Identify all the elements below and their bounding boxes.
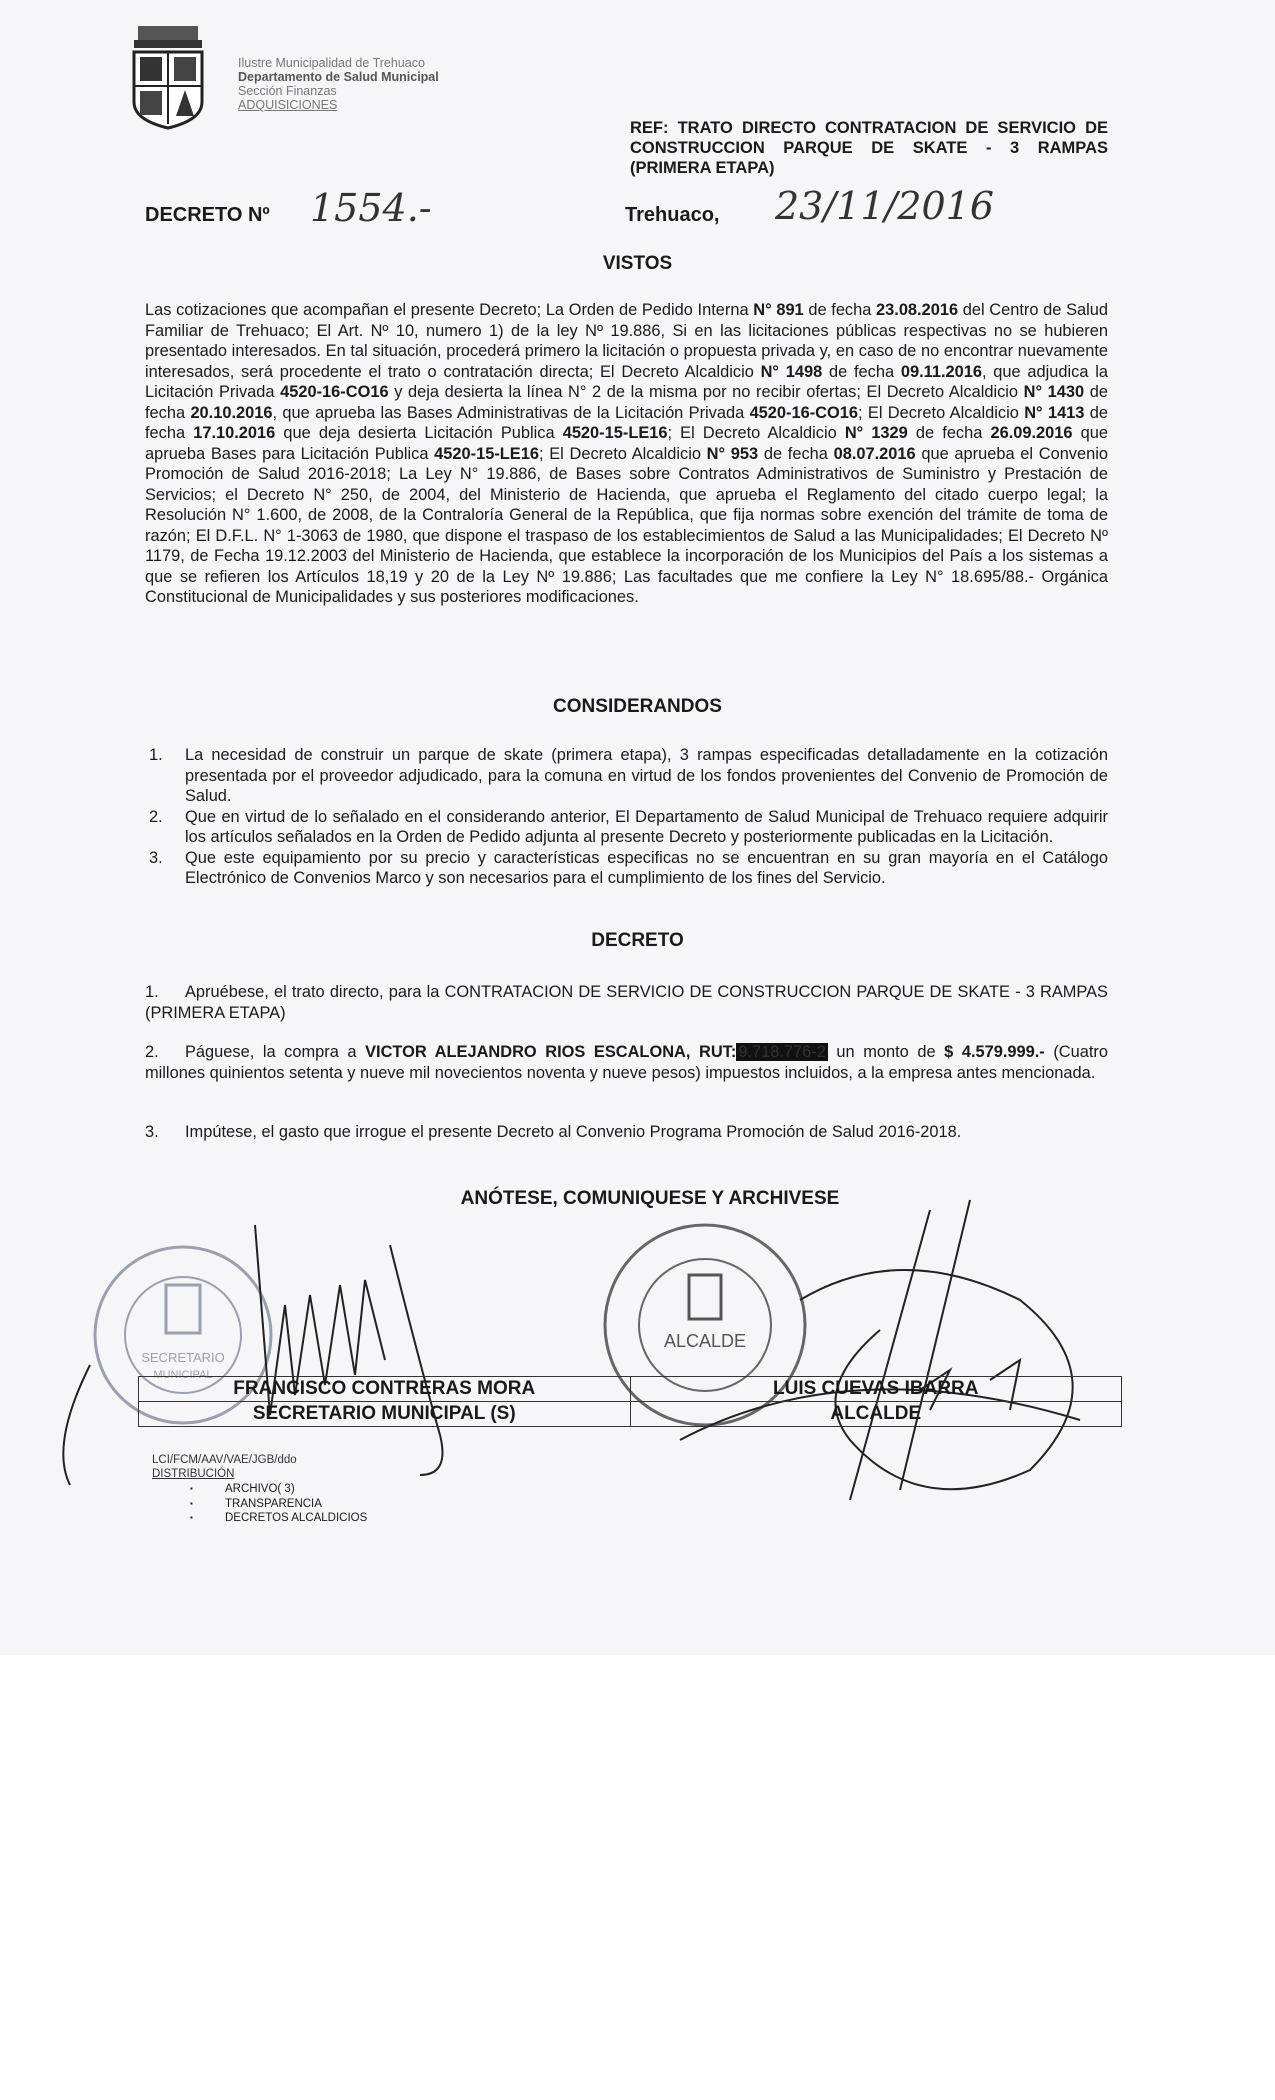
paragraph-text: que aprueba el Convenio Promoción de Salud 2016-2018; La Ley N° 19.886, de Bases sobre Contratos Administrativos de Suministro y Prestación de Servicios; el Decreto N° 250, de 2004, del Ministerio de Hacienda, que aprueba el Reglamento del citado cuerpo legal; la Resolución N° 1.600, de 2008, de la Contraloría General de la República, que fija normas sobre exención del trámite de toma de razón; xyxy=(145,444,1108,545)
reference-bold: 20.10.2016 xyxy=(190,403,273,422)
unit-name: ADQUISICIONES xyxy=(238,98,338,112)
reference-bold: 09.11.2016 xyxy=(900,362,982,381)
considerando-item xyxy=(145,745,1108,807)
paragraph-text: El D.F.L. N° 1-3063 de 1980, que dispone el traspaso de los establecimientos de Salud a las Municipalidades; El Decreto Nº 1179, de Fecha 19.12.2003 del Ministerio de Hacienda, que establece la incorporación de los Municipios del País a los sistemas a que se refieren los Artículos 18,19 y 20 de la Ley Nº 19.886; Las facultades que me confiere la Ley N° 18.695/88.- Orgánica Constitucional de Municipalidades y sus posteriores modificaciones. xyxy=(145,526,1108,606)
secretary-title: SECRETARIO MUNICIPAL (S) xyxy=(139,1402,631,1427)
reference-bold: 23.08.2016 xyxy=(876,301,959,319)
considerandos-list xyxy=(145,745,1108,889)
paragraph-text: de fecha xyxy=(803,301,877,319)
reference-bold: 08.07.2016 xyxy=(833,444,916,463)
item-text: La necesidad de construir un parque de skate (primera etapa), 3 rampas especificadas detalladamente en la cotización presentada por el proveedor adjudicado, para la comuna en virtud de los fondos provenientes del Convenio de Promoción de Salud. xyxy=(185,746,1108,805)
distribution-item: ▪ DECRETOS ALCALDICIOS xyxy=(190,1511,367,1526)
mayor-name: LUIS CUEVAS IBARRA xyxy=(630,1377,1122,1402)
supplier-name: VICTOR ALEJANDRO RIOS ESCALONA, RUT: xyxy=(365,1043,737,1061)
distribution-label: DISTRIBUCIÓN xyxy=(152,1468,235,1480)
reference-bold: N° 1329 xyxy=(844,424,908,442)
paragraph-text: ; El Decreto Alcaldicio xyxy=(667,424,845,442)
svg-text:ALCALDE: ALCALDE xyxy=(663,1331,747,1351)
item-number: 1. xyxy=(145,983,159,1001)
mayor-signature xyxy=(700,1180,1100,1510)
item-text: Impútese, el gasto que irrogue el presente Decreto al Convenio Programa Promoción de Salud 2016-2018. xyxy=(185,1123,962,1141)
item-number: 2. xyxy=(149,807,163,826)
paragraph-text: de fecha xyxy=(907,424,991,442)
item-text: un monto de xyxy=(827,1043,945,1061)
svg-text:SECRETARIO: SECRETARIO xyxy=(141,1350,225,1365)
paragraph-text: ; El Decreto Alcaldicio xyxy=(538,444,707,463)
item-number: 3. xyxy=(145,1123,159,1141)
municipal-coat-of-arms-logo xyxy=(130,24,206,130)
paragraph-text: y deja desierta la línea N° 2 de la misma por no recibir ofertas; El Decreto Alcaldicio xyxy=(388,383,1024,401)
decreto-heading: DECRETO xyxy=(591,930,684,951)
paragraph-text: Las cotizaciones que acompañan el presente Decreto; La Orden de Pedido Interna xyxy=(145,301,754,319)
reference-bold: 26.09.2016 xyxy=(990,424,1073,442)
paragraph-text: , que aprueba las Bases Administrativas de la Licitación Privada xyxy=(272,403,750,422)
vistos-heading: VISTOS xyxy=(602,253,673,274)
amount: $ 4.579.999.- xyxy=(944,1043,1045,1061)
item-number: 2. xyxy=(145,1043,159,1061)
initials: LCI/FCM/AAV/VAE/JGB/ddo xyxy=(152,1454,297,1466)
decreto-item-2 xyxy=(145,1042,1108,1083)
paragraph-text: de fecha xyxy=(145,403,1108,442)
reference-bold: N° 953 xyxy=(706,444,759,463)
department-name: Departamento de Salud Municipal xyxy=(238,70,439,84)
reference-bold: 4520-15-LE16 xyxy=(434,444,539,463)
paragraph-text: de fecha xyxy=(758,444,834,463)
distribution-item: ▪ TRANSPARENCIA xyxy=(190,1497,367,1512)
item-text: (Cuatro millones quinientos setenta y nueve mil novecientos noventa y nueve pesos) impuestos incluidos, a la empresa antes mencionada. xyxy=(145,1043,1108,1082)
header-org-block xyxy=(238,56,439,112)
item-text: Que este equipamiento por su precio y características especificas no se encuentran en su gran mayoría en el Catálogo Electrónico de Convenios Marco y son necesarios para el cumplimiento de los fines del Servicio. xyxy=(185,848,1108,887)
redacted-rut: 9.718.776-2 xyxy=(738,1043,826,1061)
paragraph-text: de fecha xyxy=(145,383,1108,422)
paragraph-text: que aprueba Bases para Licitación Publica xyxy=(145,424,1108,463)
paragraph-text: que deja desierta Licitación Publica xyxy=(275,424,563,442)
decree-number-handwritten: 1554.- xyxy=(310,186,432,230)
item-text: Apruébese, el trato directo, para la CONTRATACION DE SERVICIO DE CONSTRUCCION PARQUE DE SKATE - 3 RAMPAS (PRIMERA ETAPA) xyxy=(145,983,1108,1022)
item-number: 3. xyxy=(149,848,163,867)
section-name: Sección Finanzas xyxy=(238,84,337,98)
secretary-signature xyxy=(60,1185,480,1485)
paragraph-text: del Centro de Salud Familiar de Trehuaco; El Art. Nº 10, numero 1) de la ley Nº 19.886, Si en las licitaciones públicas respectivas no se hubieren presentado interesados. En tal situación, procederá primero la licitación o propuesta privada y, en caso de no encontrar nuevamente interesados, será procedente el trato o contratación directa; El Decreto Alcaldicio xyxy=(145,301,1108,381)
paragraph-text: , que adjudica la Licitación Privada xyxy=(145,362,1108,401)
item-text: Que en virtud de lo señalado en el considerando anterior, El Departamento de Salud Municipal de Trehuaco requiere adquirir los artículos señalados en la Orden de Pedido adjunta al presente Decreto y posteriormente publicadas en la Licitación. xyxy=(185,807,1108,846)
item-number: 1. xyxy=(149,746,163,764)
org-name: Ilustre Municipalidad de Trehuaco xyxy=(238,56,425,70)
reference-bold: N° 1498 xyxy=(760,362,823,381)
item-text: Páguese, la compra a xyxy=(185,1043,366,1061)
decree-label: DECRETO Nº xyxy=(145,204,270,226)
closing-formula: ANÓTESE, COMUNIQUESE Y ARCHIVESE xyxy=(460,1188,840,1209)
signatories-table xyxy=(138,1376,1122,1427)
place-label: Trehuaco, xyxy=(625,204,720,226)
reference-bold: 17.10.2016 xyxy=(193,424,276,442)
reference-subject: REF: TRATO DIRECTO CONTRATACION DE SERVICIO DE CONSTRUCCION PARQUE DE SKATE - 3 RAMPAS (PRIMERA ETAPA) xyxy=(630,119,1108,177)
distribution-item: ▪ ARCHIVO( 3) xyxy=(190,1482,367,1497)
mayor-title: ALCALDE xyxy=(630,1402,1122,1427)
considerando-item xyxy=(145,848,1108,889)
reference-bold: 4520-15-LE16 xyxy=(562,424,668,442)
reference-bold: N° 891 xyxy=(753,301,804,319)
considerando-item xyxy=(145,807,1108,848)
secretary-name: FRANCISCO CONTRERAS MORA xyxy=(139,1377,631,1402)
svg-text:MUNICIPAL: MUNICIPAL xyxy=(153,1369,213,1381)
vistos-paragraph xyxy=(145,300,1108,608)
paragraph-text: de fecha xyxy=(822,362,901,381)
reference-bold: N° 1413 xyxy=(1024,403,1085,422)
decreto-item-1 xyxy=(145,982,1108,1023)
reference-bold: 4520-16-CO16 xyxy=(280,383,389,401)
considerandos-heading: CONSIDERANDOS xyxy=(553,696,722,717)
distribution-list xyxy=(190,1482,367,1526)
date-handwritten: 23/11/2016 xyxy=(775,184,995,228)
reference-bold: N° 1430 xyxy=(1023,383,1085,401)
reference-bold: 4520-16-CO16 xyxy=(749,403,858,422)
paragraph-text: ; El Decreto Alcaldicio xyxy=(858,403,1025,422)
decreto-item-3 xyxy=(145,1122,1108,1143)
